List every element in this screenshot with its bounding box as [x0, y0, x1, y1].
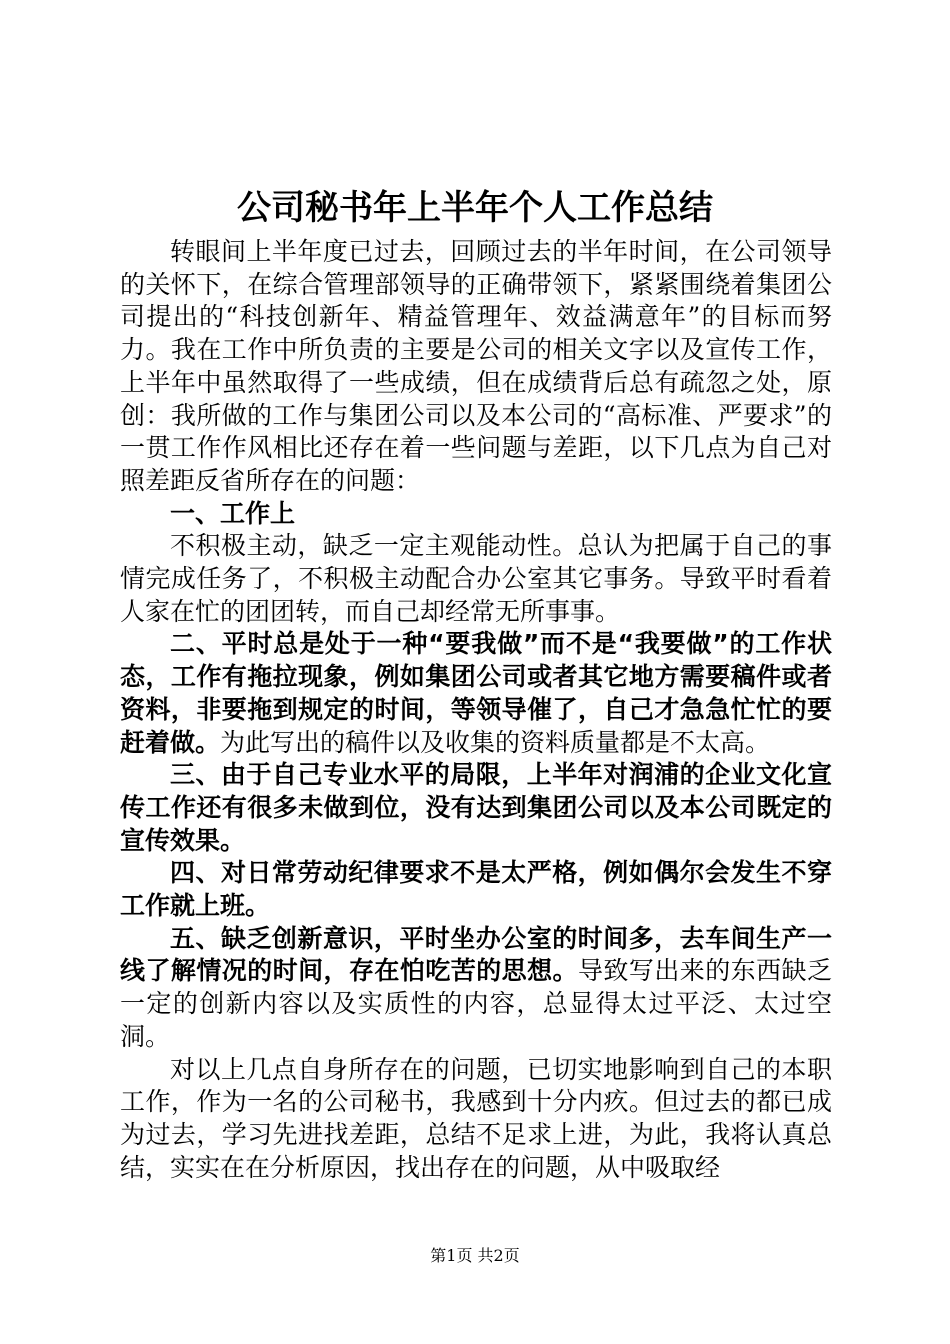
- paragraph-bold-text: 五、缺乏创新意识，平时坐办公室的时间多，去车间生产一线了解情况的时间，存在怕吃苦的思想。: [120, 923, 832, 986]
- paragraph-bold-text: 三、由于自己专业水平的局限，上半年对润浦的企业文化宣传工作还有很多未做到位，没有达到集团公司以及本公司既定的宣传效果。: [120, 760, 832, 855]
- paragraph-text: 对以上几点自身所存在的问题，已切实地影响到自己的本职工作，作为一名的公司秘书，我感到十分内疚。但过去的都已成为过去，学习先进找差距，总结不足求上进，为此，我将认真总结，实实在在分析原因，找出存在的问题，从中吸取经: [120, 1054, 832, 1182]
- paragraph-bold-text: 一、工作上: [170, 498, 296, 528]
- document-body: [120, 236, 832, 1184]
- paragraph-conclusion: [120, 1054, 832, 1185]
- paragraph-text: 导致写出来的东西缺乏一定的创新内容以及实质性的内容，总显得太过平泛、太过空洞。: [120, 956, 832, 1051]
- page-footer: 第1页 共2页: [430, 1246, 520, 1265]
- paragraph-text: 为此写出的稿件以及收集的资料质量都是不太高。: [220, 727, 771, 757]
- paragraph-intro: [120, 236, 832, 498]
- paragraph-point-2: [120, 628, 832, 759]
- document-title: 公司秘书年上半年个人工作总结: [237, 188, 713, 228]
- paragraph-text: 转眼间上半年度已过去，回顾过去的半年时间，在公司领导的关怀下，在综合管理部领导的正确带领下，紧紧围绕着集团公司提出的“科技创新年、精益管理年、效益满意年”的目标而努力。我在工作中所负责的主要是公司的相关文字以及宣传工作，上半年中虽然取得了一些成绩，但在成绩背后总有疏忽之处，原创：我所做的工作与集团公司以及本公司的“高标准、严要求”的一贯工作作风相比还存在着一些问题与差距，以下几点为自己对照差距反省所存在的问题：: [120, 237, 832, 495]
- paragraph-bold-text: 二、平时总是处于一种“要我做”而不是“我要做”的工作状态，工作有拖拉现象，例如集团公司或者其它地方需要稿件或者资料，非要拖到规定的时间，等领导催了，自己才急急忙忙的要赶着做。: [120, 629, 832, 757]
- paragraph-point-3: [120, 759, 832, 857]
- paragraph-text: 不积极主动，缺乏一定主观能动性。总认为把属于自己的事情完成任务了，不积极主动配合办公室其它事务。导致平时看着人家在忙的团团转，而自己却经常无所事事。: [120, 531, 832, 626]
- paragraph-heading-1: [120, 498, 832, 531]
- paragraph-point-5: [120, 923, 832, 1054]
- paragraph-bold-text: 四、对日常劳动纪律要求不是太严格，例如偶尔会发生不穿工作就上班。: [120, 858, 832, 921]
- paragraph-point-4: [120, 857, 832, 922]
- paragraph-work-issue: [120, 530, 832, 628]
